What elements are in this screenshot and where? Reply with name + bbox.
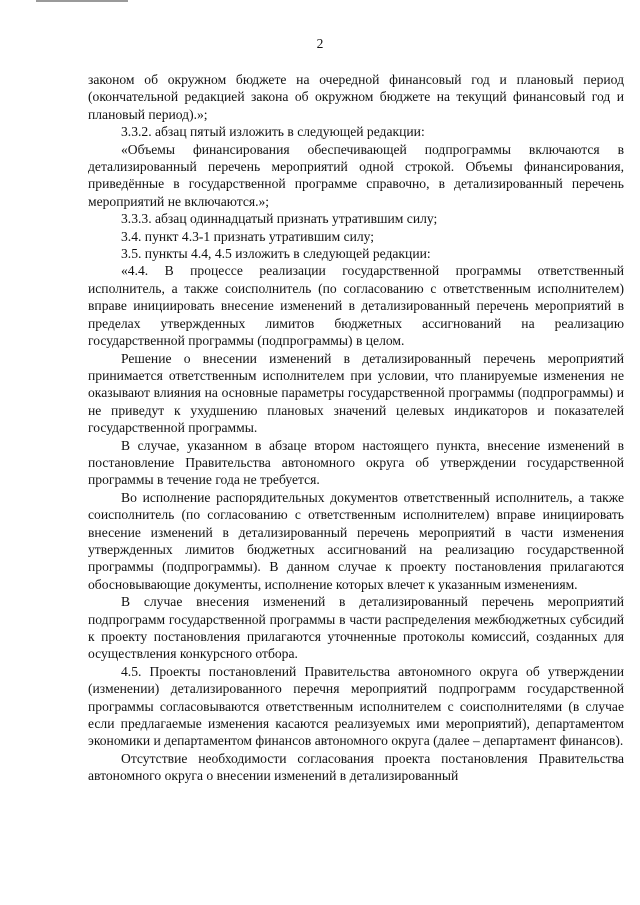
paragraph: 3.5. пункты 4.4, 4.5 изложить в следующей редакции:: [121, 246, 431, 262]
paragraph: Во исполнение распорядительных документов ответственный исполнитель, а также соисполнитель (по согласованию с ответственным исполнителем) вправе инициировать внесение изменений в детализированный перечень мероприятий в части изменения утвержденных лимитов бюджетных ассигнований на реализацию государственной программы (подпрограммы). В данном случае к проекту постановления прилагаются обосновывающие документы, исполнение которых влечет к указанным изменениям.: [88, 489, 624, 592]
page-number: 2: [316, 36, 324, 51]
paragraph: «Объемы финансирования обеспечивающей подпрограммы включаются в детализированный перечень мероприятий одной строкой. Объемы финансирования, приведённые в государственной программе справочно, в детализированный перечень мероприятий не включаются.»;: [88, 141, 624, 209]
paragraph: 3.3.3. абзац одиннадцатый признать утратившим силу;: [121, 211, 438, 227]
document-body: [88, 71, 624, 785]
paragraph: законом об окружном бюджете на очередной финансовый год и плановый период (окончательной редакцией закона об окружном бюджете на текущий финансовый год и плановый период).»;: [88, 72, 624, 122]
paragraph: «4.4. В процессе реализации государственной программы ответственный исполнитель, а также соисполнитель (по согласованию с ответственным исполнителем) вправе инициировать внесение изменений в детализированный перечень мероприятий в пределах утвержденных лимитов бюджетных ассигнований на реализацию государственной программы (подпрограммы) в целом.: [88, 263, 624, 349]
paragraph: 3.3.2. абзац пятый изложить в следующей редакции:: [121, 124, 425, 140]
paragraph: В случае внесения изменений в детализированный перечень мероприятий подпрограмм государственной программы в части распределения межбюджетных субсидий к проекту постановления прилагаются уточненные протоколы комиссий, созданных для осуществления конкурсного отбора.: [88, 594, 624, 662]
paragraph: Решение о внесении изменений в детализированный перечень мероприятий принимается ответственным исполнителем при условии, что планируемые изменения не оказывают влияния на основные параметры государственной программы (подпрограммы) и не приведут к ухудшению плановых значений целевых индикаторов и показателей государственной программы.: [88, 350, 624, 436]
paragraph: Отсутствие необходимости согласования проекта постановления Правительства автономного округа о внесении изменений в детализированный: [88, 750, 624, 784]
scan-edge-mark: [36, 0, 128, 2]
paragraph: 4.5. Проекты постановлений Правительства автономного округа об утверждении (изменении) детализированного перечня мероприятий подпрограмм государственной программы согласовываются ответственным исполнителем с соисполнителями (в случае если предлагаемые изменения касаются реализуемых ими мероприятий), департаментом экономики и департаментом финансов автономного округа (далее – департамент финансов).: [88, 663, 624, 749]
paragraph: 3.4. пункт 4.3-1 признать утратившим силу;: [121, 228, 375, 244]
paragraph: В случае, указанном в абзаце втором настоящего пункта, внесение изменений в постановление Правительства автономного округа об утверждении государственной программы в течение года не требуется.: [88, 437, 624, 488]
